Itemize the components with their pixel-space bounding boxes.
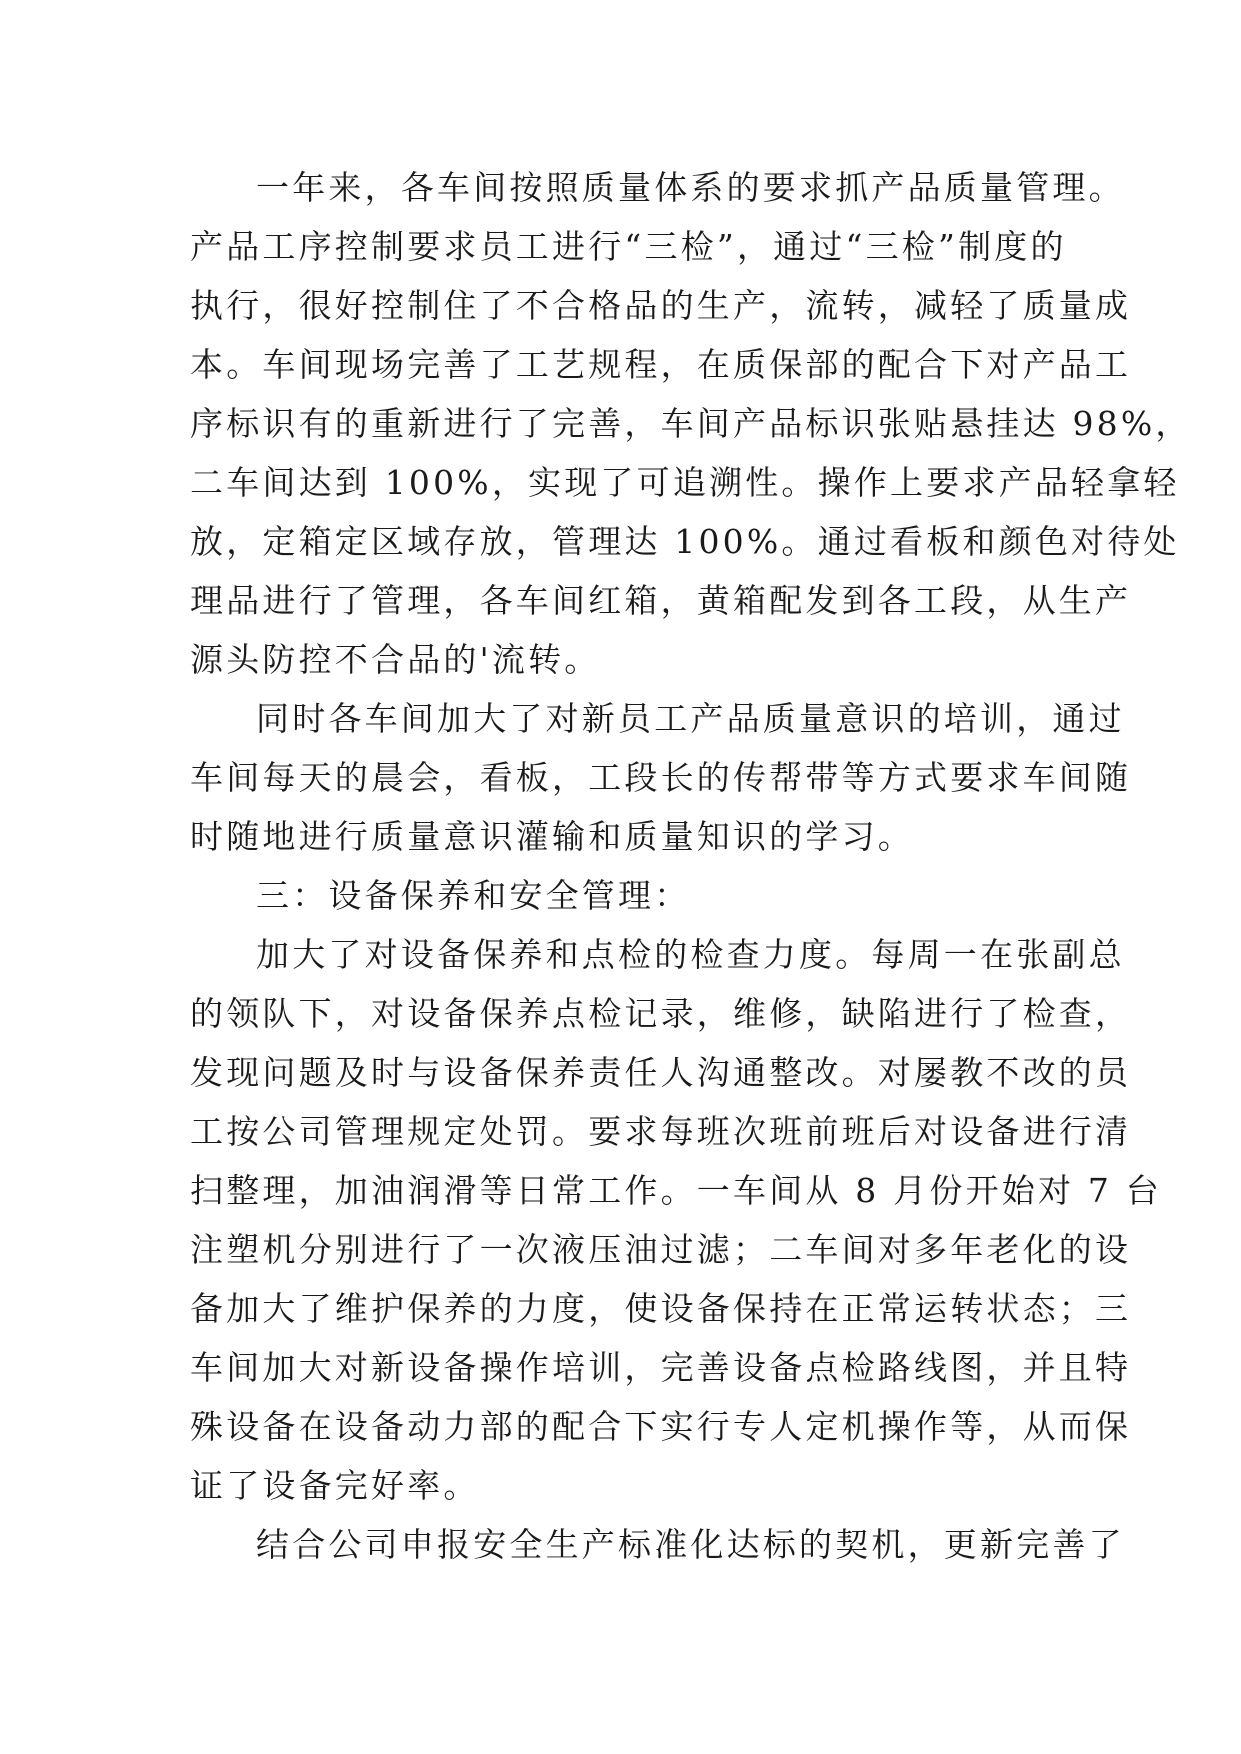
text-line: 执行，很好控制住了不合格品的生产，流转，减轻了质量成	[190, 286, 1132, 325]
text-line: 时随地进行质量意识灌输和质量知识的学习。	[190, 817, 914, 856]
text-line: 扫整理，加油润滑等日常工作。一车间从 8 月份开始对 7 台	[190, 1171, 1162, 1210]
text-line: 本。车间现场完善了工艺规程，在质保部的配合下对产品工	[190, 345, 1132, 384]
section-heading: 三：设备保养和安全管理：	[256, 876, 691, 915]
text-line: 发现问题及时与设备保养责任人沟通整改。对屡教不改的员	[190, 1053, 1132, 1092]
text-line: 证了设备完好率。	[190, 1466, 480, 1505]
text-line: 结合公司申报安全生产标准化达标的契机，更新完善了	[256, 1525, 1125, 1564]
text-line: 的领队下，对设备保养点检记录，维修，缺陷进行了检查，	[190, 994, 1132, 1033]
text-line: 放，定箱定区域存放，管理达 100%。通过看板和颜色对待处	[190, 522, 1180, 561]
text-line: 加大了对设备保养和点检的检查力度。每周一在张副总	[256, 935, 1125, 974]
text-line: 产品工序控制要求员工进行“三检”，通过“三检”制度的	[190, 227, 1067, 266]
text-line: 车间每天的晨会，看板，工段长的传帮带等方式要求车间随	[190, 758, 1132, 797]
document-body	[190, 158, 1192, 1574]
text-line: 注塑机分别进行了一次液压油过滤；二车间对多年老化的设	[190, 1230, 1132, 1269]
text-line: 理品进行了管理，各车间红箱，黄箱配发到各工段，从生产	[190, 581, 1132, 620]
text-line: 源头防控不合品的'流转。	[190, 640, 601, 679]
text-line: 序标识有的重新进行了完善，车间产品标识张贴悬挂达 98%，	[190, 404, 1192, 443]
text-line: 二车间达到 100%，实现了可追溯性。操作上要求产品轻拿轻	[190, 463, 1180, 502]
text-line: 一年来，各车间按照质量体系的要求抓产品质量管理。	[256, 168, 1125, 207]
text-line: 同时各车间加大了对新员工产品质量意识的培训，通过	[256, 699, 1125, 738]
text-line: 工按公司管理规定处罚。要求每班次班前班后对设备进行清	[190, 1112, 1132, 1151]
text-line: 殊设备在设备动力部的配合下实行专人定机操作等，从而保	[190, 1407, 1132, 1446]
text-line: 备加大了维护保养的力度，使设备保持在正常运转状态；三	[190, 1289, 1132, 1328]
text-line: 车间加大对新设备操作培训，完善设备点检路线图，并且特	[190, 1348, 1132, 1387]
